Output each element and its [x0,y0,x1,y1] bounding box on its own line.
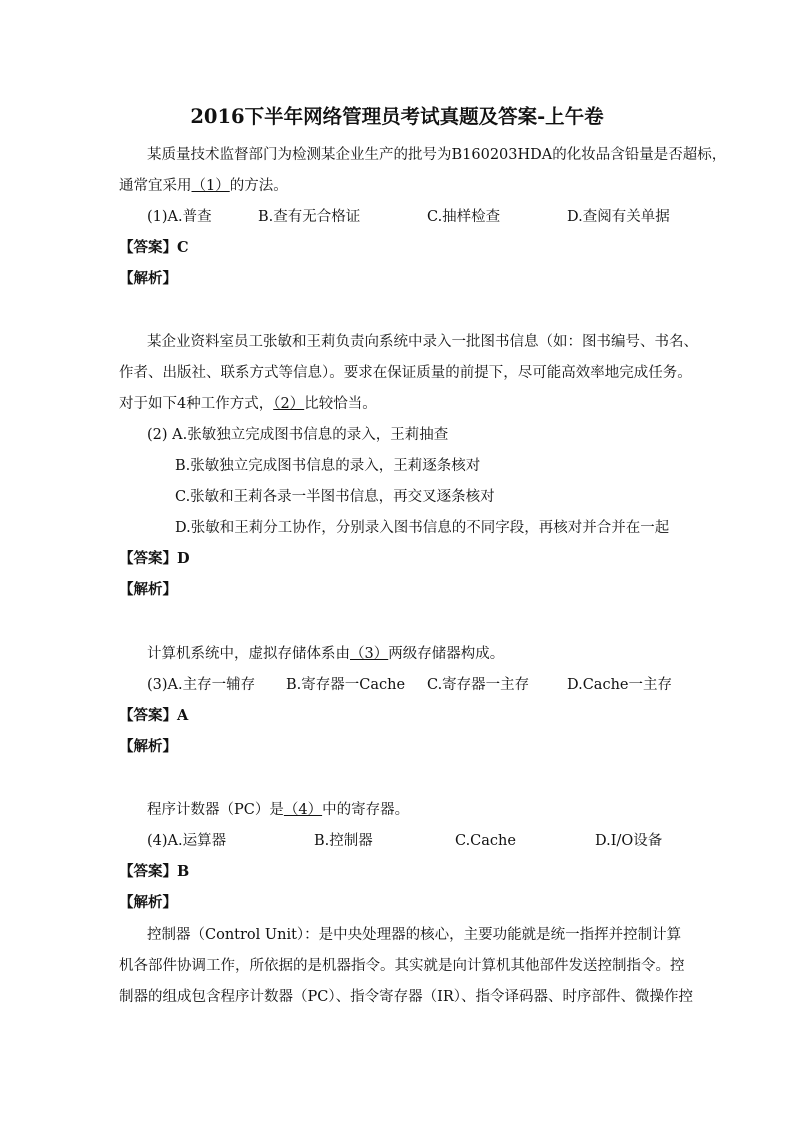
q3-option-c: C.寄存器一主存 [427,677,530,693]
q1-option-c: C.抽样检查 [427,209,501,225]
q4-option-a: (4)A.运算器 [147,833,227,849]
q2-stem-line1: 某企业资料室员工张敏和王莉负责向系统中录入一批图书信息（如：图书编号、书名、 [147,334,698,350]
q2-stem-line3: 对于如下4种工作方式，（2）比较恰当。 [119,396,377,412]
q1-stem-line1: 某质量技术监督部门为检测某企业生产的批号为B160203HDA的化妆品含铅量是否超标， [147,147,727,163]
q4-answer: 【答案】B [119,863,190,880]
q4-analysis-line2: 机各部件协调工作，所依据的是机器指令。其实就是向计算机其他部件发送控制指令。控 [119,958,685,974]
q2-blank: （2） [273,396,305,412]
q4-option-b: B.控制器 [314,833,373,849]
q2-stem-line2: 作者、出版社、联系方式等信息）。要求在保证质量的前提下，尽可能高效率地完成任务。 [119,365,692,381]
q2-analysis-label: 【解析】 [119,581,177,598]
q4-analysis-label: 【解析】 [119,894,177,911]
page-title: 2016下半年网络管理员考试真题及答案-上午卷 [190,105,604,128]
q3-stem-line1: 计算机系统中，虚拟存储体系由（3）两级存储器构成。 [147,646,505,662]
q2-option-d: D.张敏和王莉分工协作，分别录入图书信息的不同字段，再核对并合并在一起 [175,520,670,536]
q4-stem-line1: 程序计数器（PC）是（4）中的寄存器。 [147,802,410,818]
q1-option-d: D.查阅有关单据 [567,209,670,225]
q2-option-c: C.张敏和王莉各录一半图书信息，再交叉逐条核对 [175,489,495,505]
q1-option-a: (1)A.普查 [147,209,212,225]
q4-blank: （4） [283,802,323,818]
q1-option-b: B.查有无合格证 [258,209,361,225]
q1-answer: 【答案】C [119,239,189,256]
q3-analysis-label: 【解析】 [119,738,177,755]
q4-option-c: C.Cache [455,833,516,849]
q1-stem-line2: 通常宜采用（1）的方法。 [119,178,288,194]
q4-analysis-line3: 制器的组成包含程序计数器（PC）、指令寄存器（IR）、指令译码器、时序部件、微操作控 [119,989,693,1005]
q2-option-b: B.张敏独立完成图书信息的录入，王莉逐条核对 [175,458,481,474]
q4-option-d: D.I/O设备 [595,833,663,849]
q2-option-a: (2) A.张敏独立完成图书信息的录入，王莉抽查 [147,427,449,443]
q3-option-a: (3)A.主存一辅存 [147,677,256,693]
q3-blank: （3） [350,646,389,662]
q3-option-d: D.Cache一主存 [567,677,672,693]
q1-blank: （1） [191,178,230,194]
q4-analysis-line1: 控制器（Control Unit）：是中央处理器的核心，主要功能就是统一指挥并控制计算 [147,927,682,943]
q1-analysis-label: 【解析】 [119,270,177,287]
q3-option-b: B.寄存器一Cache [286,677,406,693]
q2-answer: 【答案】D [119,550,190,567]
q3-answer: 【答案】A [119,707,189,724]
